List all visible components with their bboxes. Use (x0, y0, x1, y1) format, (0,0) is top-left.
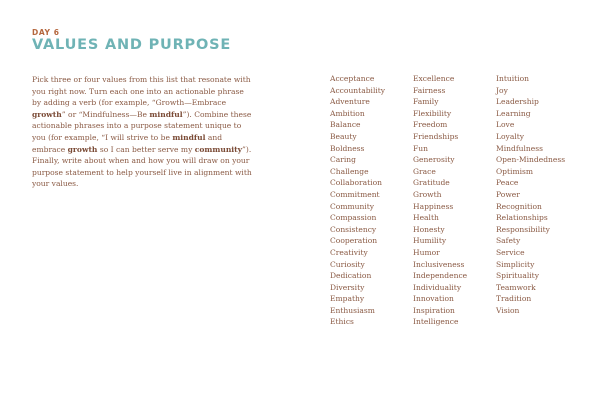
value-item: Balance (330, 120, 361, 130)
value-item: Curiosity (330, 259, 365, 269)
value-item: Consistency (330, 224, 377, 234)
value-item: Excellence (413, 74, 455, 83)
value-item: Happiness (413, 201, 454, 211)
intro-text: and embrace (32, 132, 223, 154)
value-item: Dedication (330, 271, 372, 281)
value-item: Accountability (330, 85, 386, 95)
value-item: Cooperation (330, 236, 378, 246)
value-item: Compassion (330, 213, 377, 223)
value-item: Joy (496, 85, 508, 95)
intro-text: so I can better serve my (97, 144, 195, 154)
value-item: Diversity (330, 282, 365, 292)
value-item: Caring (330, 155, 356, 165)
value-item: Intuition (496, 74, 529, 83)
value-item: Acceptance (330, 74, 375, 83)
value-item: Health (413, 213, 439, 223)
values-column-2 (413, 73, 467, 328)
value-item: Relationships (496, 213, 548, 223)
value-item: Challenge (330, 166, 369, 176)
value-item: Loyalty (496, 131, 525, 141)
intro-emphasis: growth (67, 144, 98, 154)
value-item: Safety (496, 236, 521, 246)
value-item: Simplicity (496, 259, 535, 269)
value-item: Spirituality (496, 271, 539, 281)
value-item: Humility (413, 236, 447, 246)
value-item: Commitment (330, 189, 380, 199)
value-item: Fairness (413, 85, 446, 95)
intro-text: ” or “Mindfulness—Be (61, 109, 150, 119)
value-item: Adventure (330, 97, 370, 107)
value-item: Collaboration (330, 178, 382, 188)
intro-text: ”). Finally, write about when and how you will draw on your purpose statement to help yourself live in alignment with your values. (32, 144, 252, 189)
value-item: Responsibility (496, 224, 550, 234)
value-item: Enthusiasm (330, 305, 375, 315)
value-item: Open-Mindedness (496, 155, 566, 165)
intro-emphasis: growth (32, 109, 62, 119)
intro-text: ”). Combine these actionable phrases into a purpose statement unique to you (for example, “I will strive to be (32, 109, 252, 142)
value-item: Community (330, 201, 375, 211)
intro-text: Pick three or four values from this list that resonate with you right now. Turn each one into an actionable phrase by adding a verb (for example, “Growth—Embrace (32, 75, 251, 108)
value-item: Ambition (330, 108, 365, 118)
intro-paragraph (32, 74, 255, 190)
values-column-1 (330, 73, 385, 328)
day-label: DAY 6 (32, 28, 60, 37)
value-item: Individuality (413, 282, 462, 292)
value-item: Independence (413, 271, 468, 281)
value-item: Ethics (330, 317, 354, 327)
value-item: Power (496, 189, 520, 199)
value-item: Mindfulness (496, 143, 543, 153)
value-item: Learning (496, 108, 531, 118)
value-item: Empathy (330, 294, 365, 304)
value-item: Creativity (330, 247, 368, 257)
value-item: Growth (413, 189, 442, 199)
value-item: Boldness (330, 143, 365, 153)
intro-emphasis: mindful (172, 132, 206, 142)
value-item: Gratitude (413, 178, 450, 188)
value-item: Intelligence (413, 317, 459, 327)
value-item: Teamwork (496, 282, 536, 292)
value-item: Vision (496, 305, 520, 315)
value-item: Tradition (496, 294, 532, 304)
value-item: Humor (413, 247, 440, 257)
intro-emphasis: mindful (149, 109, 183, 119)
value-item: Recognition (496, 201, 542, 211)
value-item: Innovation (413, 294, 454, 304)
value-item: Flexibility (413, 108, 452, 118)
value-item: Freedom (413, 120, 448, 130)
value-item: Fun (413, 143, 428, 153)
value-item: Leadership (496, 97, 539, 107)
value-item: Inclusiveness (413, 259, 465, 269)
page-title: VALUES AND PURPOSE (32, 37, 232, 53)
value-item: Inspiration (413, 305, 455, 315)
value-item: Friendships (413, 131, 459, 141)
value-item: Love (496, 120, 515, 130)
intro-emphasis: community (194, 144, 243, 154)
value-item: Peace (496, 178, 519, 188)
value-item: Grace (413, 166, 436, 176)
value-item: Honesty (413, 224, 445, 234)
value-item: Generosity (413, 155, 455, 165)
value-item: Service (496, 247, 525, 257)
values-column-3 (496, 73, 565, 316)
value-item: Optimism (496, 166, 534, 176)
value-item: Family (413, 97, 439, 107)
value-item: Beauty (330, 131, 357, 141)
